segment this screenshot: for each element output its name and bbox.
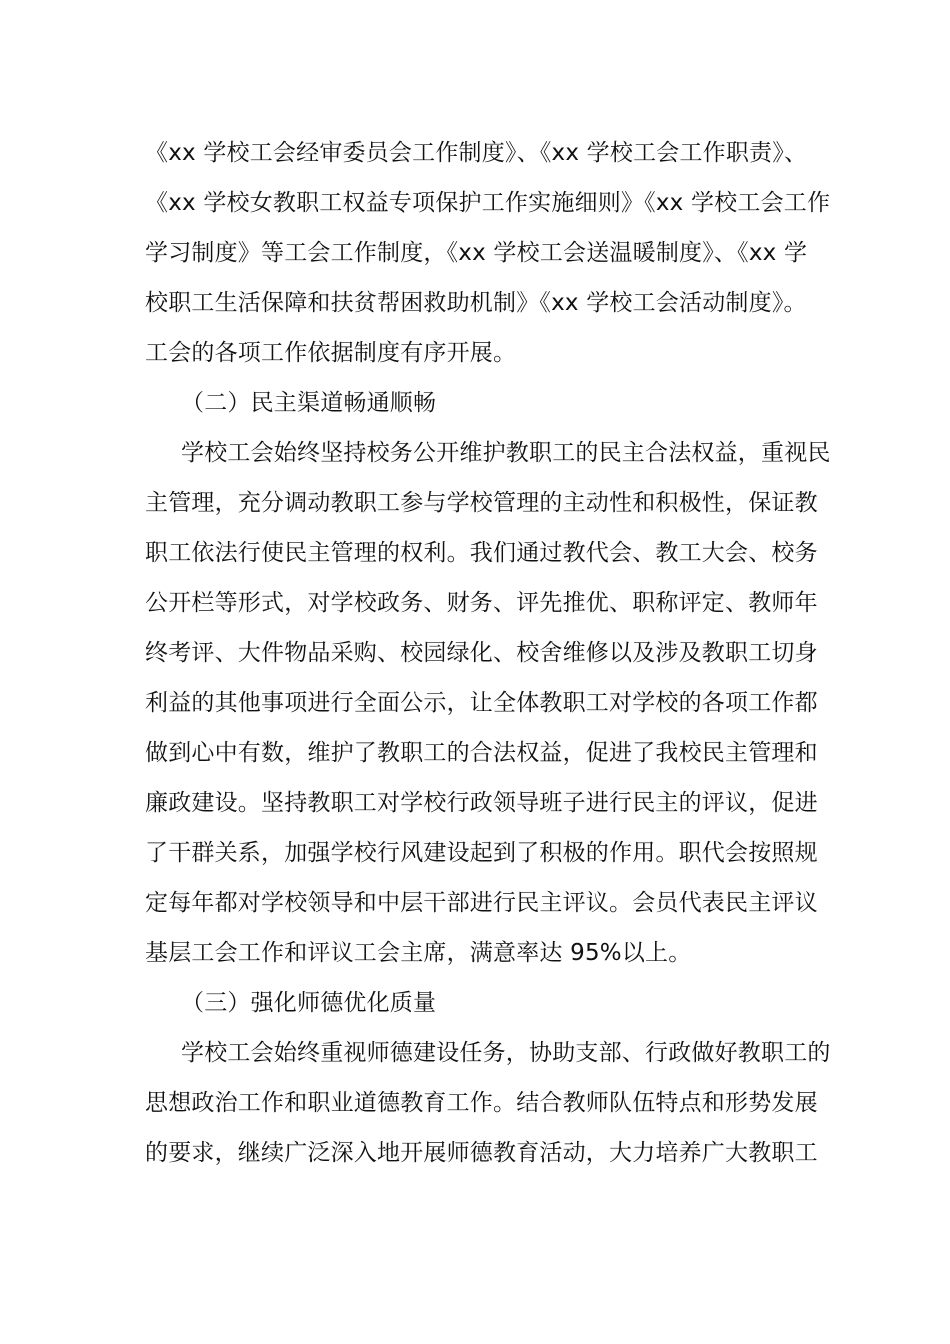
text-line: 学校工会始终重视师德建设任务，协助支部、行政做好教职工的 [181,1040,831,1066]
section-heading-2: （二）民主渠道畅通顺畅 [181,390,437,416]
text-line: 基层工会工作和评议工会主席，满意率达 95%以上。 [145,940,692,966]
text-line: 学校工会始终坚持校务公开维护教职工的民主合法权益，重视民 [181,440,831,466]
text-line: 主管理，充分调动教职工参与学校管理的主动性和积极性，保证教 [145,490,818,516]
text-line: 的要求，继续广泛深入地开展师德教育活动，大力培养广大教职工 [145,1140,818,1166]
text-line: 《xx 学校女教职工权益专项保护工作实施细则》《xx 学校工会工作 [145,190,831,216]
text-line: 利益的其他事项进行全面公示，让全体教职工对学校的各项工作都 [145,690,818,716]
text-line: 职工依法行使民主管理的权利。我们通过教代会、教工大会、校务 [145,540,818,566]
text-line: 工会的各项工作依据制度有序开展。 [145,340,517,366]
document-body [145,128,831,1178]
text-line: 定每年都对学校领导和中层干部进行民主评议。会员代表民主评议 [145,890,818,916]
text-line: 公开栏等形式，对学校政务、财务、评先推优、职称评定、教师年 [145,590,818,616]
text-line: 廉政建设。坚持教职工对学校行政领导班子进行民主的评议，促进 [145,790,818,816]
text-line: 了干群关系，加强学校行风建设起到了积极的作用。职代会按照规 [145,840,818,866]
text-line: 《xx 学校工会经审委员会工作制度》、《xx 学校工会工作职责》、 [145,140,808,166]
text-line: 校职工生活保障和扶贫帮困救助机制》《xx 学校工会活动制度》。 [145,290,807,316]
text-line: 做到心中有数，维护了教职工的合法权益，促进了我校民主管理和 [145,740,818,766]
section-heading-3: （三）强化师德优化质量 [181,990,437,1016]
text-line: 学习制度》等工会工作制度，《xx 学校工会送温暖制度》、《xx 学 [145,240,808,266]
text-line: 终考评、大件物品采购、校园绿化、校舍维修以及涉及教职工切身 [145,640,818,666]
text-line: 思想政治工作和职业道德教育工作。结合教师队伍特点和形势发展 [145,1090,818,1116]
